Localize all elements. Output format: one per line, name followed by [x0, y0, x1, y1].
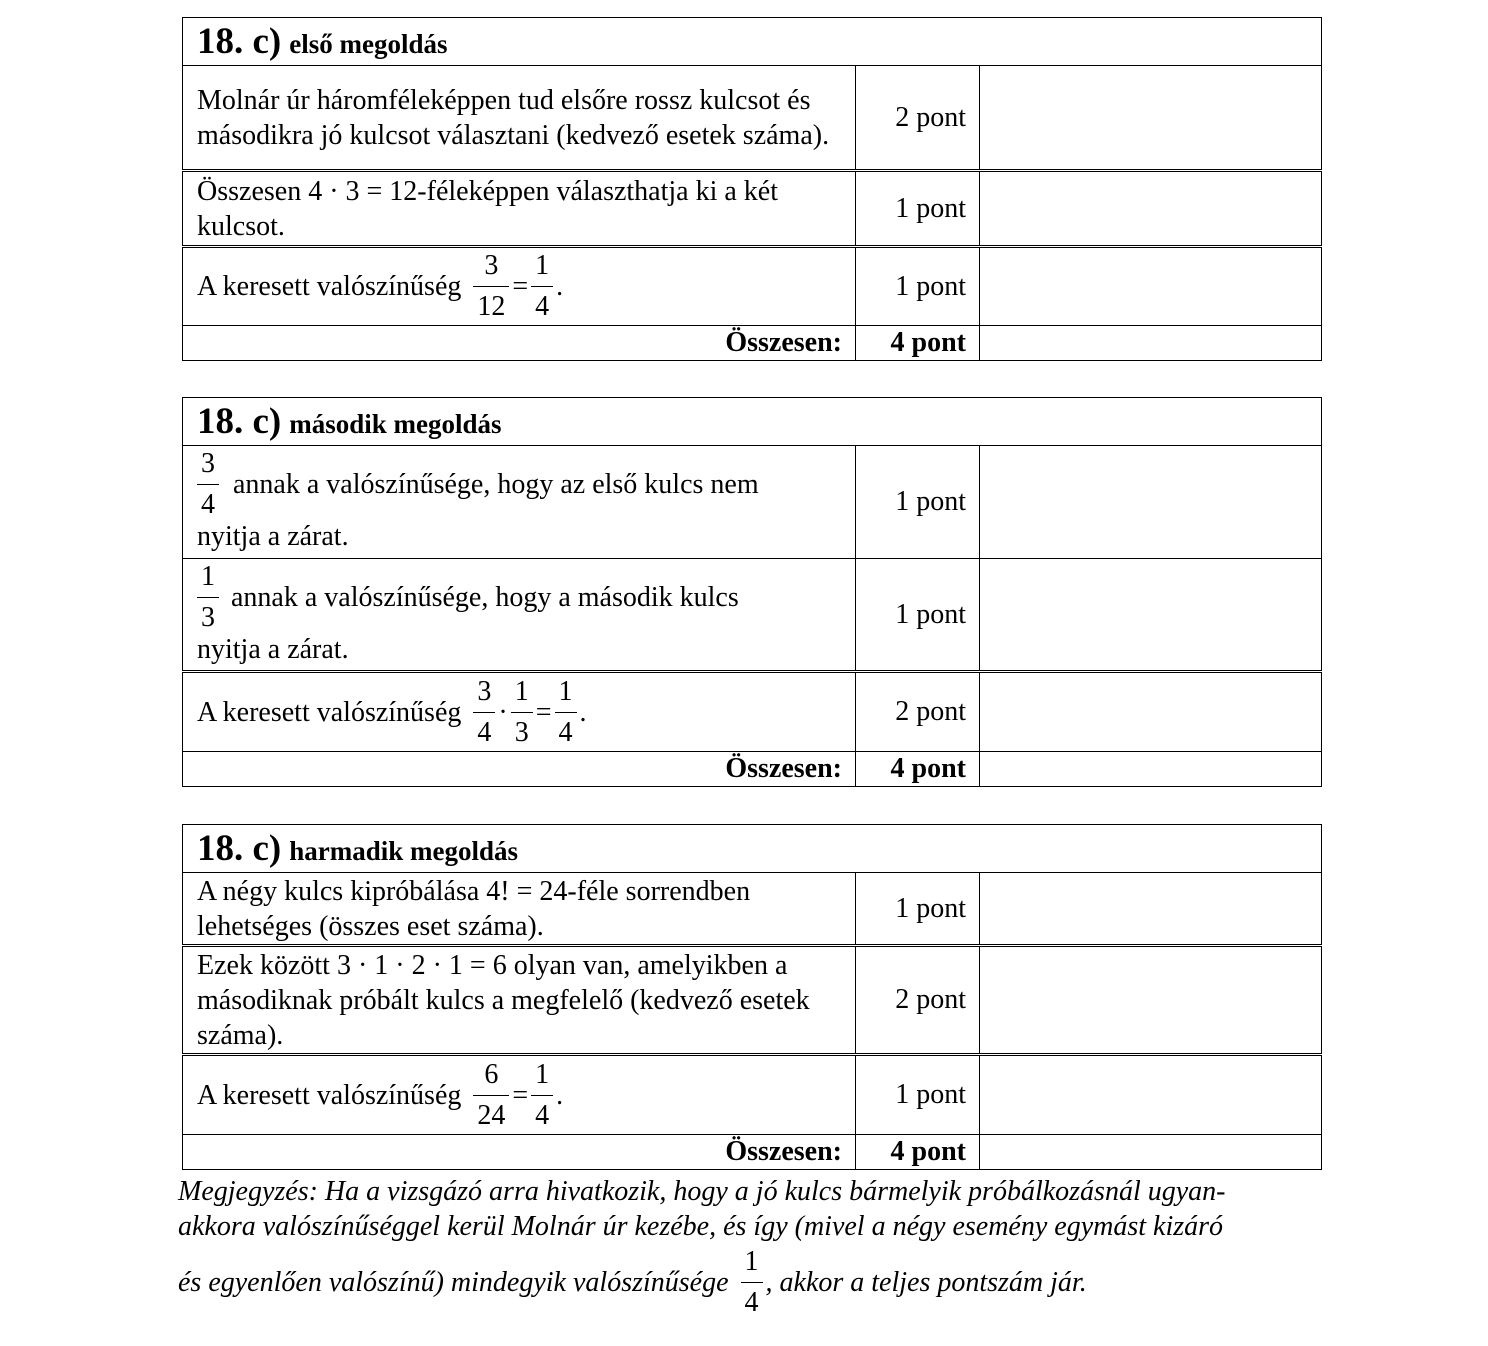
step-points: 1 pont [856, 559, 980, 672]
fraction [473, 675, 495, 748]
remarks-cell [980, 946, 1322, 1055]
remark-text: és egyenlően valószínű) mindegyik valószínűsége [178, 1267, 729, 1298]
remark-line: akkora valószínűséggel kerül Molnár úr kezébe, és így (mivel a négy esemény egymást kizáró [178, 1211, 1224, 1242]
fraction [473, 1058, 509, 1131]
operator: = [512, 1079, 529, 1111]
problem-number: 18. c) [197, 401, 282, 442]
problem-number: 18. c) [197, 21, 282, 62]
step-points: 2 pont [856, 672, 980, 752]
solution-title: második megoldás [289, 409, 502, 439]
step-text-continuation: nyitja a zárat. [197, 521, 349, 552]
fraction-numerator: 1 [744, 1246, 759, 1277]
fraction [741, 1248, 763, 1317]
remark-text: , akkor a teljes pontszám jár. [765, 1267, 1087, 1298]
total-points: 4 pont [856, 752, 980, 787]
remarks-cell [980, 326, 1322, 361]
step-text: A keresett valószínűség [197, 1079, 462, 1111]
solution-header [183, 825, 1322, 873]
remarks-cell [980, 1055, 1322, 1135]
fraction-denominator: 3 [511, 712, 533, 747]
step-points: 2 pont [856, 66, 980, 171]
fraction-denominator: 4 [531, 286, 553, 321]
solution-title: első megoldás [289, 29, 448, 59]
fraction-numerator: 1 [558, 675, 573, 707]
period: . [556, 1079, 564, 1111]
step-text: annak a valószínűsége, hogy a második kulcs [231, 581, 739, 613]
fraction-denominator: 4 [741, 1282, 763, 1317]
step-text: A keresett valószínűség [197, 271, 462, 302]
solution-header [183, 18, 1322, 66]
fraction-numerator: 1 [514, 675, 529, 707]
step-points: 1 pont [856, 171, 980, 247]
remarks-cell [980, 446, 1322, 559]
fraction-numerator: 3 [201, 448, 215, 479]
step-formula [183, 672, 856, 752]
remarks-cell [980, 171, 1322, 247]
fraction-numerator: 1 [535, 1058, 550, 1090]
fraction-denominator: 12 [473, 286, 509, 321]
remark-line-with-fraction [178, 1248, 1308, 1317]
solution-block-1 [182, 17, 1321, 361]
step-text: Összesen 4 · 3 = 12-féleképpen választhatja ki a két kulcsot. [183, 171, 856, 247]
fraction [473, 252, 509, 321]
total-points: 4 pont [856, 326, 980, 361]
operator: = [512, 271, 529, 302]
fraction [531, 252, 553, 321]
fraction [555, 675, 577, 748]
fraction-numerator: 1 [201, 560, 215, 592]
fraction [531, 1058, 553, 1131]
step-text-block [183, 446, 856, 559]
solution-header [183, 398, 1322, 446]
step-text: Molnár úr háromféleképpen tud elsőre rossz kulcsot és másodikra jó kulcsot választani (kedvező esetek száma). [183, 66, 856, 171]
remark-note [178, 1174, 1308, 1317]
fraction-denominator: 24 [473, 1095, 509, 1130]
total-label: Összesen: [183, 1135, 856, 1170]
fraction-denominator: 4 [531, 1095, 553, 1130]
problem-number: 18. c) [197, 828, 282, 869]
fraction-denominator: 4 [197, 484, 219, 519]
fraction-numerator: 1 [535, 250, 550, 281]
step-points: 1 pont [856, 446, 980, 559]
fraction [197, 450, 219, 519]
fraction-denominator: 3 [197, 597, 219, 632]
fraction [511, 675, 533, 748]
step-formula [183, 247, 856, 326]
remarks-cell [980, 247, 1322, 326]
remark-line: Megjegyzés: Ha a vizsgázó arra hivatkozik, hogy a jó kulcs bármelyik próbálkozásnál ugyan- [178, 1176, 1226, 1207]
total-points: 4 pont [856, 1135, 980, 1170]
step-text-block [183, 559, 856, 672]
solution-table-3 [182, 824, 1322, 1170]
operator: · [498, 696, 508, 728]
step-text: annak a valószínűsége, hogy az első kulcs nem [233, 469, 759, 500]
remarks-cell [980, 66, 1322, 171]
period: . [556, 271, 564, 302]
remarks-cell [980, 752, 1322, 787]
fraction-numerator: 3 [484, 250, 499, 281]
fraction-numerator: 3 [477, 675, 492, 707]
solution-table-2 [182, 397, 1322, 787]
remarks-cell [980, 873, 1322, 946]
step-text-continuation: nyitja a zárat. [197, 633, 349, 665]
solution-title: harmadik megoldás [289, 836, 519, 866]
remarks-cell [980, 559, 1322, 672]
solution-block-3 [182, 824, 1321, 1170]
step-text: Ezek között 3 · 1 · 2 · 1 = 6 olyan van, amelyikben a másodiknak próbált kulcs a megfelelő (kedvező esetek száma). [183, 946, 856, 1055]
fraction-denominator: 4 [555, 712, 577, 747]
period: . [579, 696, 587, 728]
fraction-numerator: 6 [484, 1058, 499, 1090]
fraction-denominator: 4 [473, 712, 495, 747]
total-label: Összesen: [183, 752, 856, 787]
remarks-cell [980, 672, 1322, 752]
remarks-cell [980, 1135, 1322, 1170]
solution-table-1 [182, 17, 1322, 361]
operator: = [535, 696, 552, 728]
step-text: A keresett valószínűség [197, 696, 462, 728]
step-points: 1 pont [856, 1055, 980, 1135]
solution-block-2 [182, 397, 1321, 787]
total-label: Összesen: [183, 326, 856, 361]
step-points: 2 pont [856, 946, 980, 1055]
step-text: A négy kulcs kipróbálása 4! = 24-féle sorrendben lehetséges (összes eset száma). [183, 873, 856, 946]
step-points: 1 pont [856, 247, 980, 326]
fraction [197, 560, 219, 633]
step-formula [183, 1055, 856, 1135]
step-points: 1 pont [856, 873, 980, 946]
